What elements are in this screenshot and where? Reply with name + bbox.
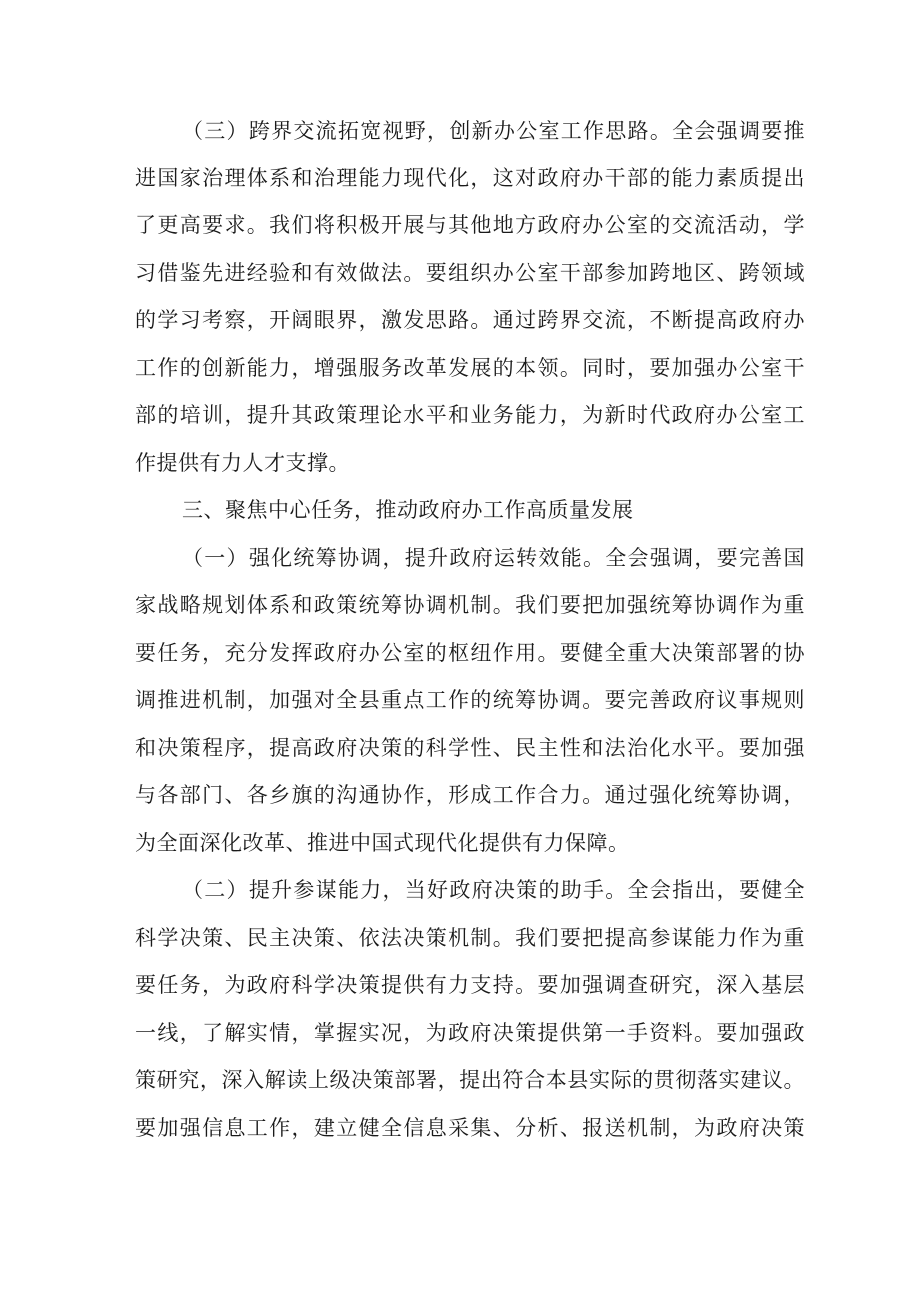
paragraph-line: 策研究，深入解读上级决策部署，提出符合本县实际的贯彻落实建议。 (135, 1068, 805, 1092)
paragraph-line: 为全面深化改革、推进中国式现代化提供有力保障。 (135, 831, 630, 855)
paragraph-line: 一线，了解实情，掌握实况，为政府决策提供第一手资料。要加强政 (135, 1021, 805, 1045)
paragraph-line: 作提供有力人才支撑。 (135, 451, 350, 475)
paragraph-line: 调推进机制，加强对全县重点工作的统筹协调。要完善政府议事规则 (135, 688, 805, 712)
paragraph-line: 科学决策、民主决策、依法决策机制。我们要把提高参谋能力作为重 (135, 926, 805, 950)
paragraph-line: 与各部门、各乡旗的沟通协作，形成工作合力。通过强化统筹协调， (135, 783, 805, 807)
paragraph-line: 习借鉴先进经验和有效做法。要组织办公室干部参加跨地区、跨领域 (135, 261, 805, 285)
paragraph-line: 的学习考察，开阔眼界，激发思路。通过跨界交流，不断提高政府办 (135, 308, 805, 332)
section-heading: 三、聚焦中心任务，推动政府办工作高质量发展 (182, 498, 634, 522)
paragraph-line: （一）强化统筹协调，提升政府运转效能。全会强调，要完善国 (182, 546, 805, 570)
paragraph-line: （三）跨界交流拓宽视野，创新办公室工作思路。全会强调要推 (182, 119, 805, 143)
paragraph-line: 部的培训，提升其政策理论水平和业务能力，为新时代政府办公室工 (135, 403, 805, 427)
paragraph-line: 要加强信息工作，建立健全信息采集、分析、报送机制，为政府决策 (135, 1116, 805, 1140)
paragraph-line: 家战略规划体系和政策统筹协调机制。我们要把加强统筹协调作为重 (135, 593, 805, 617)
paragraph-line: 要任务，充分发挥政府办公室的枢纽作用。要健全重大决策部署的协 (135, 641, 805, 665)
paragraph-line: 工作的创新能力，增强服务改革发展的本领。同时，要加强办公室干 (135, 356, 805, 380)
paragraph-line: （二）提升参谋能力，当好政府决策的助手。全会指出，要健全 (182, 878, 805, 902)
paragraph-line: 了更高要求。我们将积极开展与其他地方政府办公室的交流活动，学 (135, 213, 805, 237)
paragraph-line: 要任务，为政府科学决策提供有力支持。要加强调查研究，深入基层 (135, 973, 805, 997)
paragraph-line: 进国家治理体系和治理能力现代化，这对政府办干部的能力素质提出 (135, 166, 805, 190)
paragraph-line: 和决策程序，提高政府决策的科学性、民主性和法治化水平。要加强 (135, 736, 805, 760)
